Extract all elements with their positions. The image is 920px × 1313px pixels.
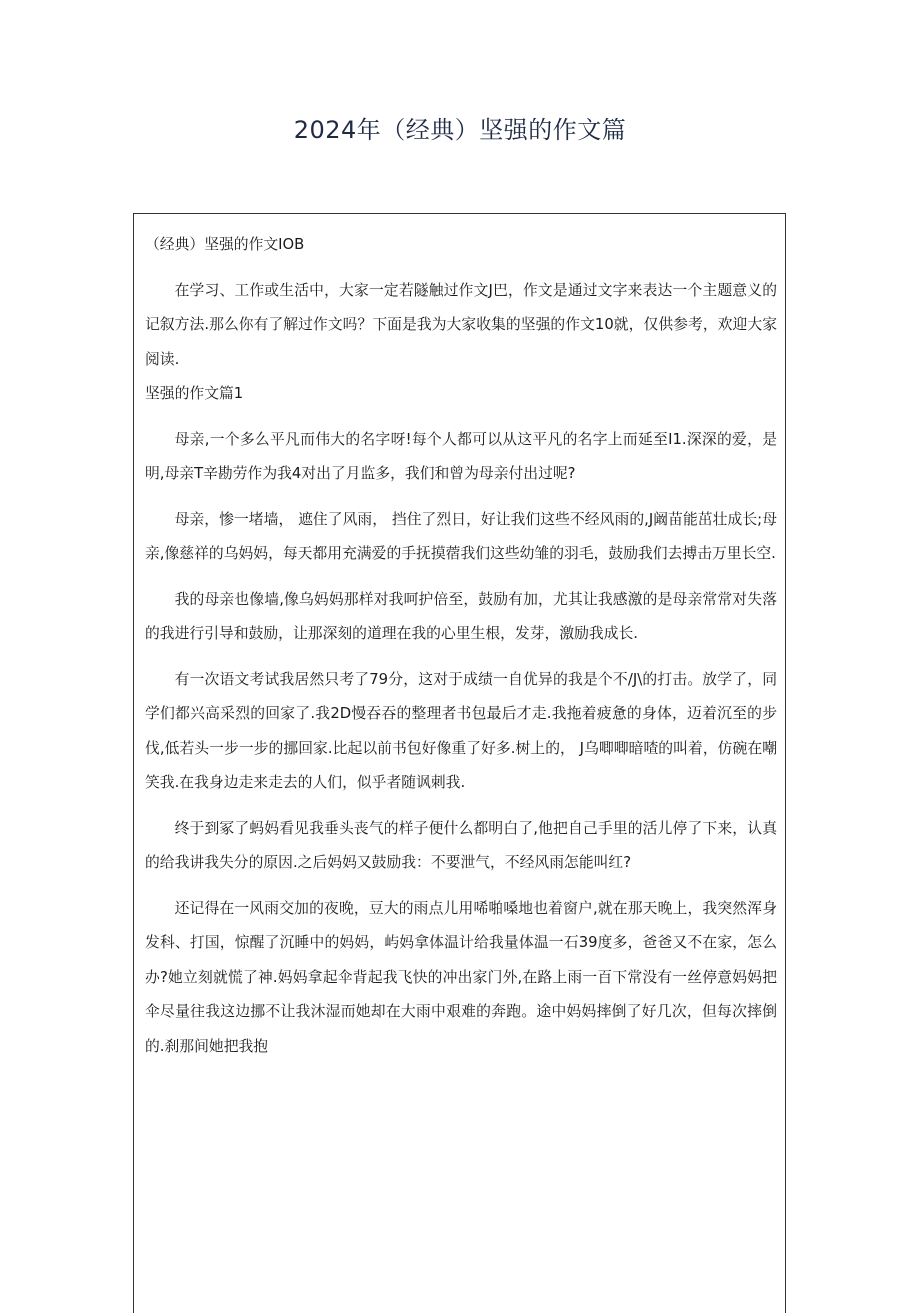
paragraph-1: 母亲,一个多么平凡而伟大的名字呀!每个人都可以从这平凡的名字上而延至I1.深深的爱，是明,母亲T辛勘劳作为我4对出了月监多，我们和曾为母亲付出过呢? bbox=[145, 430, 777, 482]
paragraph-6: 还记得在一风雨交加的夜晚，豆大的雨点儿用唏啪嗓地也着窗户,就在那天晚上，我突然浑身发科、打国，惊醒了沉睡中的妈妈，屿妈拿体温计给我量体温一石39度多，爸爸又不在家，怎么办?她立刻就慌了神.妈妈拿起伞背起我飞快的冲出家门外,在路上雨一百下常没有一丝停意妈妈把伞尽量往我这边挪不让我沐湿而她却在大雨中艰难的奔跑。途中妈妈摔倒了好几次，但每次摔倒的.刹那间她把我抱 bbox=[145, 899, 777, 1055]
content-frame bbox=[133, 213, 786, 1313]
paragraph-5: 终于到冢了蚂妈看见我垂头丧气的样子便什么都明白了,他把自己手里的活儿停了下来，认真的给我讲我失分的原因.之后妈妈又鼓励我：不要泄气，不经风雨怎能叫红? bbox=[145, 819, 777, 871]
intro-paragraph: 在学习、工作或生活中，大家一定若隧触过作文J巴，作文是通过文字来表达一个主题意义的记叙方法.那么你有了解过作文吗？下面是我为大家收集的坚强的作文10就，仅供参考，欢迎大家阅读. bbox=[145, 281, 777, 368]
document-body bbox=[145, 214, 777, 1064]
subtitle-line: （经典）坚强的作文IOB bbox=[145, 236, 305, 253]
paragraph-2: 母亲，惨一堵墙， 遮住了风雨， 挡住了烈日，好让我们这些不经风雨的,J阚苗能茁壮成长;母亲,像慈祥的乌妈妈，每天都用充满爱的手抚摸蓿我们这些幼雏的羽毛，鼓励我们去搏击万里长空. bbox=[145, 510, 777, 562]
section-heading: 坚强的作文篇1 bbox=[145, 385, 244, 402]
paragraph-4: 有一次语文考试我居然只考了79分，这对于成绩一自优异的我是个不/J\的打击。放学了，同学们都兴高采烈的回家了.我2D慢吞吞的整理者书包最后才走.我拖着疲惫的身体，迈着沉至的步伐,低若头一步一步的挪回家.比起以前书包好像重了好多.树上的， J乌唧唧暗喳的叫着，仿碗在嘲笑我.在我身边走来走去的人们，似乎者随讽刺我. bbox=[145, 670, 778, 791]
paragraph-3: 我的母亲也像墙,像乌妈妈那样对我呵护倍至，鼓励有加，尤其让我感激的是母亲常常对失落的我进行引导和鼓励，让那深刻的道理在我的心里生根，发芽，激励我成长. bbox=[145, 590, 777, 642]
document-title: 2024年（经典）坚强的作文篇 bbox=[293, 116, 627, 144]
